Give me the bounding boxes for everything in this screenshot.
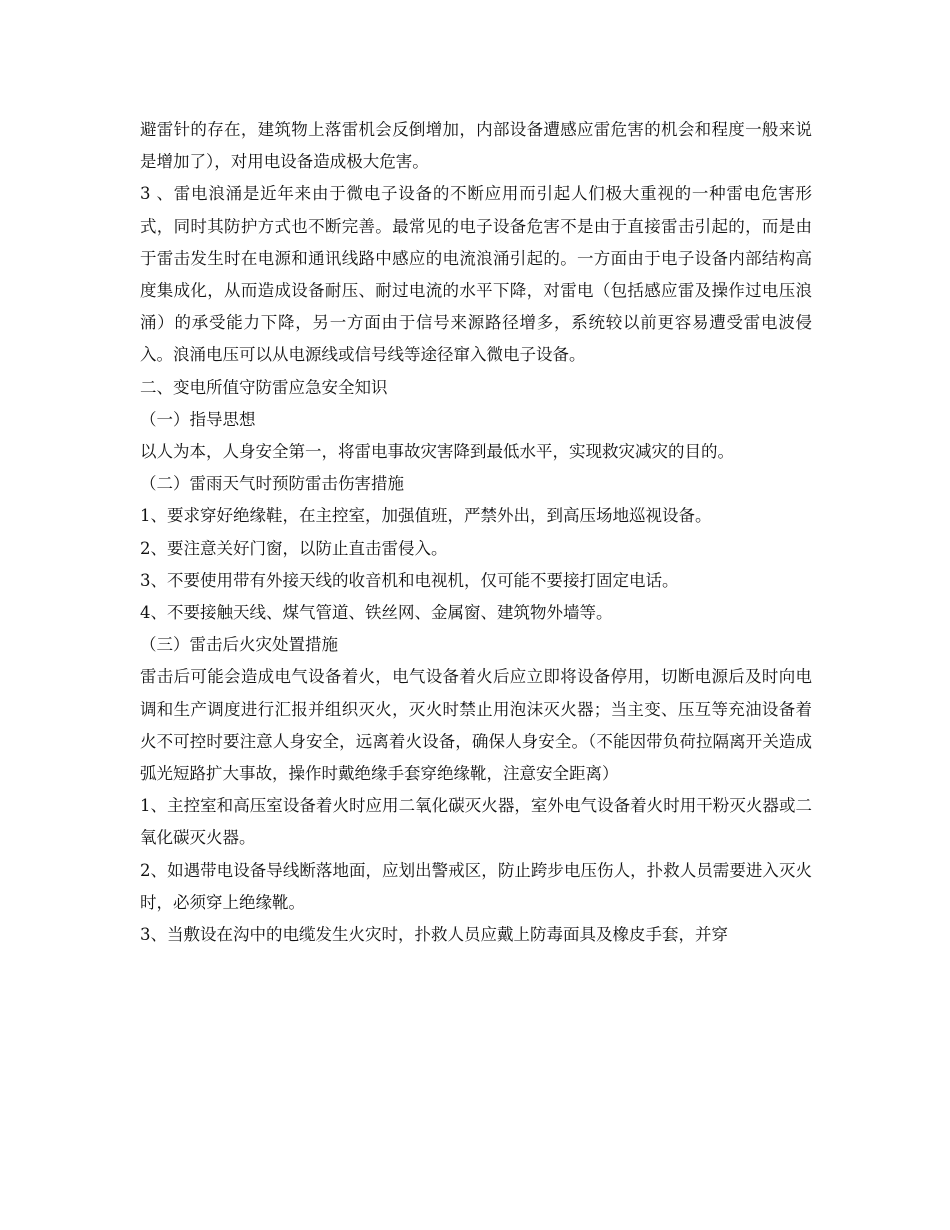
list-item-prevention-3: 3、不要使用带有外接天线的收音机和电视机，仅可能不要接打固定电话。 bbox=[140, 570, 679, 590]
paragraph-fire-handling: 雷击后可能会造成电气设备着火，电气设备着火后应立即将设备停用，切断电源后及时向电调和生产调度进行汇报并组织灭火，灭火时禁止用泡沫灭火器；当主变、压互等充油设备着火不可控时要注意人身安全，远离着火设备，确保人身安全。（不能因带负荷拉隔离开关造成弧光短路扩大事故，操作时戴绝缘手套穿绝缘靴，注意安全距离） bbox=[140, 667, 812, 784]
list-item-prevention-4: 4、不要接触天线、煤气管道、铁丝网、金属窗、建筑物外墙等。 bbox=[140, 603, 613, 623]
document-body bbox=[140, 114, 812, 951]
list-item-fire-1: 1、主控室和高压室设备着火时应用二氧化碳灭火器，室外电气设备着火时用干粉灭火器或二氧化碳灭火器。 bbox=[140, 796, 812, 848]
list-item-prevention-2: 2、要注意关好门窗，以防止直击雷侵入。 bbox=[140, 538, 448, 558]
subheading-fire-handling: （三）雷击后火灾处置措施 bbox=[140, 635, 338, 655]
paragraph-surge: 3 、雷电浪涌是近年来由于微电子设备的不断应用而引起人们极大重视的一种雷电危害形式，同时其防护方式也不断完善。最常见的电子设备危害不是由于直接雷击引起的，而是由于雷击发生时在电源和通讯线路中感应的电流浪涌引起的。一方面由于电子设备内部结构高度集成化，从而造成设备耐压、耐过电流的水平下降，对雷电（包括感应雷及操作过电压浪涌）的承受能力下降，另一方面由于信号来源路径增多，系统较以前更容易遭受雷电波侵入。浪涌电压可以从电源线或信号线等途径窜入微电子设备。 bbox=[140, 184, 812, 365]
list-item-fire-2: 2、如遇带电设备导线断落地面，应划出警戒区，防止跨步电压伤人，扑救人员需要进入灭火时，必须穿上绝缘靴。 bbox=[140, 860, 812, 912]
list-item-prevention-1: 1、要求穿好绝缘鞋，在主控室，加强值班，严禁外出，到高压场地巡视设备。 bbox=[140, 506, 712, 526]
paragraph-guiding-thought: 以人为本，人身安全第一，将雷电事故灾害降到最低水平，实现救灾减灾的目的。 bbox=[140, 442, 734, 462]
paragraph-lightning-rod: 避雷针的存在，建筑物上落雷机会反倒增加，内部设备遭感应雷危害的机会和程度一般来说是增加了），对用电设备造成极大危害。 bbox=[140, 120, 812, 172]
subheading-guiding-thought: （一）指导思想 bbox=[140, 409, 256, 429]
subheading-prevention: （二）雷雨天气时预防雷击伤害措施 bbox=[140, 474, 404, 494]
section-heading-substation: 二、变电所值守防雷应急安全知识 bbox=[140, 377, 388, 397]
list-item-fire-3: 3、当敷设在沟中的电缆发生火灾时，扑救人员应戴上防毒面具及橡皮手套，并穿 bbox=[140, 925, 728, 945]
